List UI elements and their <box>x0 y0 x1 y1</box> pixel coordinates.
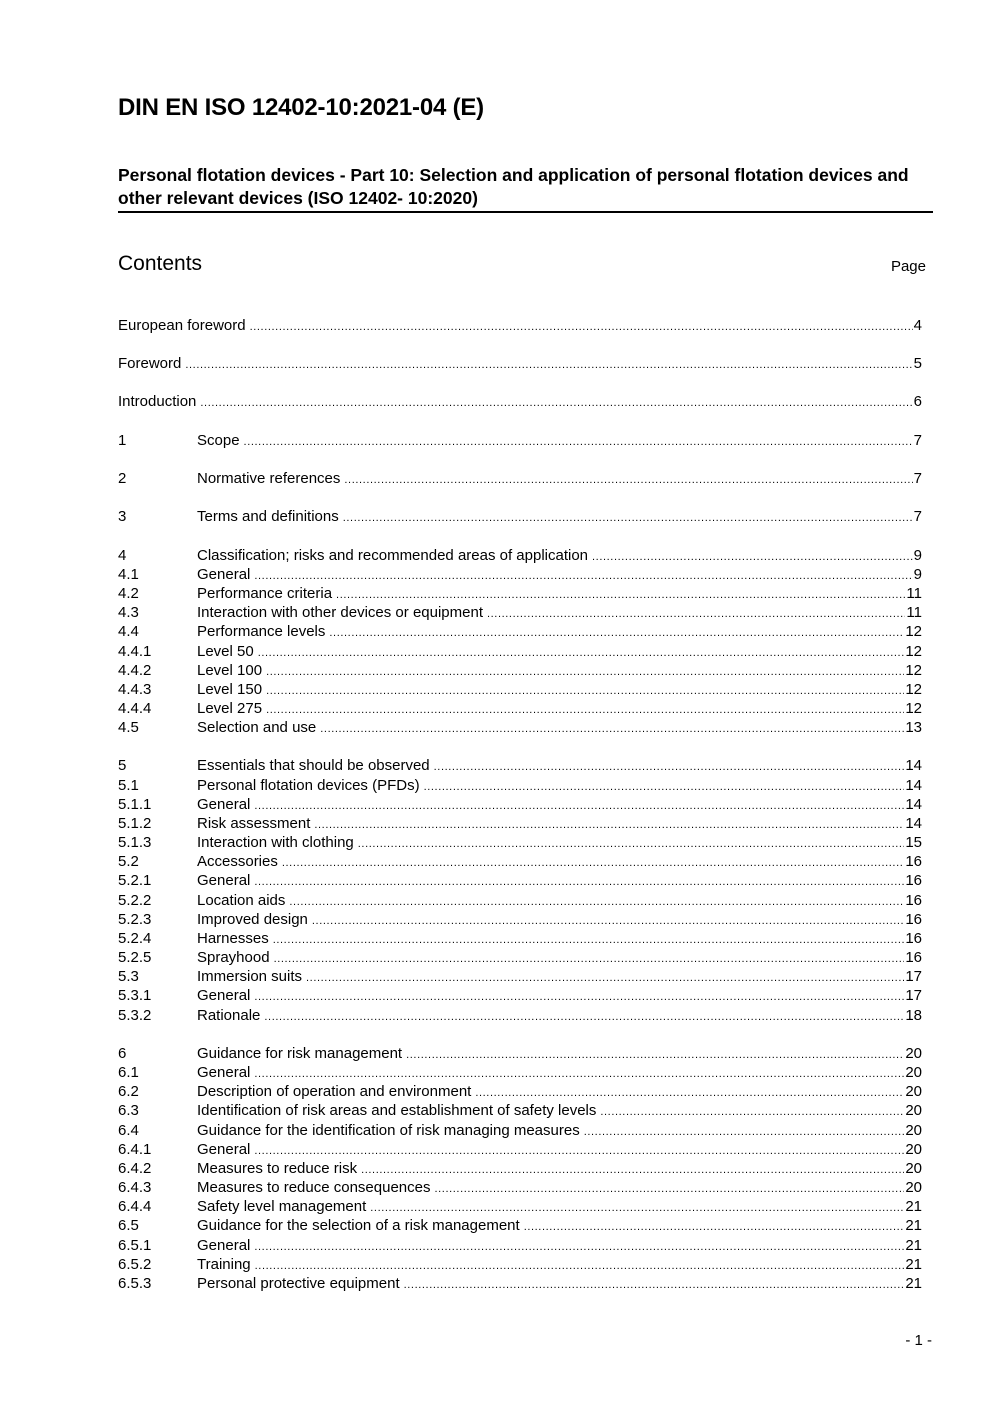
toc-dot-leader <box>274 950 905 967</box>
toc-dot-leader <box>254 988 904 1005</box>
toc-entry[interactable] <box>118 852 922 871</box>
toc-entry-page: 20 <box>905 1141 922 1158</box>
toc-dot-leader <box>358 835 905 852</box>
toc-dot-leader <box>434 1180 904 1197</box>
page-column-heading: Page <box>890 258 926 275</box>
toc-entry-number: 4 <box>118 547 127 564</box>
toc-entry[interactable] <box>118 1255 922 1274</box>
toc-entry[interactable] <box>118 871 922 890</box>
toc-entry-title[interactable]: Guidance for the identification of risk managing measures <box>197 1122 580 1139</box>
toc-entry-title[interactable]: General <box>197 1237 251 1254</box>
toc-entry-page: 17 <box>905 987 922 1004</box>
toc-entry-number: 5.1.3 <box>118 834 152 851</box>
toc-entry[interactable] <box>118 431 922 450</box>
toc-entry-title[interactable]: General <box>197 872 251 889</box>
toc-entry-number: 4.4 <box>118 623 139 640</box>
toc-dot-leader <box>600 1103 904 1120</box>
toc-entry-number: 5.2.2 <box>118 892 152 909</box>
toc-entry-number: 2 <box>118 470 127 487</box>
toc-entry-title[interactable]: Location aids <box>197 892 286 909</box>
toc-entry-title[interactable]: General <box>197 1064 251 1081</box>
toc-entry-page: 7 <box>913 508 922 525</box>
toc-entry-title[interactable]: Foreword <box>118 355 182 372</box>
toc-dot-leader <box>282 854 904 871</box>
toc-entry-number: 6.1 <box>118 1064 139 1081</box>
toc-entry-number: 5.3.2 <box>118 1007 152 1024</box>
toc-entry[interactable] <box>118 910 922 929</box>
toc-entry[interactable] <box>118 622 922 641</box>
toc-entry-page: 12 <box>905 662 922 679</box>
toc-entry[interactable] <box>118 1063 922 1082</box>
toc-dot-leader <box>434 758 905 775</box>
toc-entry-page: 20 <box>905 1160 922 1177</box>
toc-entry-title[interactable]: Accessories <box>197 853 278 870</box>
toc-entry-page: 12 <box>905 643 922 660</box>
toc-dot-leader <box>254 1238 904 1255</box>
toc-entry[interactable] <box>118 1121 922 1140</box>
toc-entry-number: 5.3 <box>118 968 139 985</box>
toc-dot-leader <box>254 567 912 584</box>
toc-entry-number: 6.5 <box>118 1217 139 1234</box>
toc-dot-leader <box>361 1161 904 1178</box>
toc-entry-page: 9 <box>913 547 922 564</box>
toc-entry-title[interactable]: General <box>197 987 251 1004</box>
toc-dot-leader <box>266 682 904 699</box>
toc-entry-title[interactable]: Risk assessment <box>197 815 311 832</box>
toc-entry-page: 7 <box>913 470 922 487</box>
toc-entry-number: 5.2.5 <box>118 949 152 966</box>
toc-entry-page: 13 <box>905 719 922 736</box>
toc-entry-title[interactable]: Interaction with clothing <box>197 834 354 851</box>
toc-entry[interactable] <box>118 1216 922 1235</box>
toc-entry[interactable] <box>118 354 922 373</box>
toc-dot-leader <box>370 1199 904 1216</box>
toc-dot-leader <box>584 1123 905 1140</box>
toc-dot-leader <box>343 509 913 526</box>
toc-entry-title[interactable]: Rationale <box>197 1007 261 1024</box>
toc-entry[interactable] <box>118 469 922 488</box>
toc-entry-title[interactable]: Introduction <box>118 393 197 410</box>
toc-entry-page: 20 <box>905 1064 922 1081</box>
toc-dot-leader <box>312 912 904 929</box>
toc-entry-number: 3 <box>118 508 127 525</box>
toc-entry-page: 16 <box>905 853 922 870</box>
toc-entry[interactable] <box>118 776 922 795</box>
toc-entry-title[interactable]: Sprayhood <box>197 949 270 966</box>
toc-entry-number: 5.3.1 <box>118 987 152 1004</box>
toc-entry-title[interactable]: Measures to reduce consequences <box>197 1179 431 1196</box>
toc-entry-title[interactable]: Level 100 <box>197 662 263 679</box>
contents-heading: Contents <box>118 252 203 275</box>
toc-entry[interactable] <box>118 507 922 526</box>
toc-dot-leader <box>289 893 904 910</box>
toc-entry[interactable] <box>118 1101 922 1120</box>
toc-entry-number: 5.2.4 <box>118 930 152 947</box>
toc-entry-page: 16 <box>905 930 922 947</box>
toc-entry[interactable] <box>118 1044 922 1063</box>
toc-dot-leader <box>487 605 905 622</box>
toc-entry-number: 4.2 <box>118 585 139 602</box>
toc-dot-leader <box>255 1257 905 1274</box>
toc-entry-number: 4.4.4 <box>118 700 152 717</box>
toc-entry-number: 5.1.1 <box>118 796 152 813</box>
toc-entry-page: 21 <box>905 1237 922 1254</box>
toc-entry-title[interactable]: Level 50 <box>197 643 254 660</box>
toc-entry-page: 14 <box>905 757 922 774</box>
toc-entry[interactable] <box>118 929 922 948</box>
toc-entry-number: 4.4.2 <box>118 662 152 679</box>
toc-entry-page: 11 <box>906 585 922 602</box>
toc-entry-page: 21 <box>905 1198 922 1215</box>
toc-entry-title[interactable]: Harnesses <box>197 930 269 947</box>
toc-entry-page: 16 <box>905 872 922 889</box>
toc-entry[interactable] <box>118 584 922 603</box>
toc-entry-title[interactable]: Safety level management <box>197 1198 367 1215</box>
toc-entry[interactable] <box>118 1082 922 1101</box>
toc-dot-leader <box>329 624 904 641</box>
toc-entry-page: 11 <box>906 604 922 621</box>
toc-entry[interactable] <box>118 546 922 565</box>
toc-entry-number: 6.3 <box>118 1102 139 1119</box>
toc-entry[interactable] <box>118 1140 922 1159</box>
toc-entry-number: 5.2.3 <box>118 911 152 928</box>
toc-entry[interactable] <box>118 699 922 718</box>
toc-dot-leader <box>320 720 904 737</box>
toc-entry-title[interactable]: Selection and use <box>197 719 317 736</box>
toc-entry-page: 7 <box>913 432 922 449</box>
toc-entry-title[interactable]: Measures to reduce risk <box>197 1160 358 1177</box>
toc-entry[interactable] <box>118 718 922 737</box>
toc-entry[interactable] <box>118 1236 922 1255</box>
document-subtitle: Personal flotation devices - Part 10: Selection and application of personal flotation devices and other relevant devices (ISO 12402- 10:2020) <box>118 164 933 213</box>
toc-entry-page: 20 <box>905 1045 922 1062</box>
toc-entry-number: 6.4.1 <box>118 1141 152 1158</box>
toc-entry-title[interactable]: Immersion suits <box>197 968 303 985</box>
toc-entry-title[interactable]: Description of operation and environment <box>197 1083 472 1100</box>
toc-entry[interactable] <box>118 1006 922 1025</box>
toc-entry[interactable] <box>118 1159 922 1178</box>
toc-entry-title[interactable]: Level 275 <box>197 700 263 717</box>
toc-entry-page: 12 <box>905 700 922 717</box>
toc-dot-leader <box>254 1065 904 1082</box>
toc-entry-number: 1 <box>118 432 127 449</box>
toc-entry-number: 5 <box>118 757 127 774</box>
toc-entry[interactable] <box>118 833 922 852</box>
toc-entry-title[interactable]: General <box>197 566 251 583</box>
toc-entry[interactable] <box>118 891 922 910</box>
toc-entry-number: 6 <box>118 1045 127 1062</box>
toc-dot-leader <box>592 548 913 565</box>
toc-entry-number: 4.1 <box>118 566 139 583</box>
toc-entry-number: 4.4.3 <box>118 681 152 698</box>
toc-dot-leader <box>306 969 904 986</box>
toc-dot-leader <box>273 931 905 948</box>
toc-entry-title[interactable]: Terms and definitions <box>197 508 339 525</box>
toc-entry-title[interactable]: Training <box>197 1256 251 1273</box>
toc-dot-leader <box>200 394 912 411</box>
toc-entry-number: 5.2 <box>118 853 139 870</box>
toc-entry-title[interactable]: Personal protective equipment <box>197 1275 400 1292</box>
toc-entry-title[interactable]: General <box>197 796 251 813</box>
toc-entry-title[interactable]: Identification of risk areas and establishment of safety levels <box>197 1102 597 1119</box>
toc-entry-title[interactable]: Guidance for risk management <box>197 1045 403 1062</box>
toc-entry-page: 20 <box>905 1179 922 1196</box>
toc-entry-page: 14 <box>905 796 922 813</box>
toc-entry-number: 6.5.3 <box>118 1275 152 1292</box>
footer-page-number: - 1 - <box>905 1332 932 1349</box>
toc-entry-number: 4.3 <box>118 604 139 621</box>
toc-entry-title[interactable]: General <box>197 1141 251 1158</box>
toc-entry[interactable] <box>118 565 922 584</box>
toc-entry-number: 5.1 <box>118 777 139 794</box>
toc-dot-leader <box>254 797 904 814</box>
toc-entry[interactable] <box>118 967 922 986</box>
toc-entry-page: 17 <box>905 968 922 985</box>
toc-entry-page: 16 <box>905 911 922 928</box>
toc-entry-page: 14 <box>905 815 922 832</box>
toc-entry-title[interactable]: Performance criteria <box>197 585 333 602</box>
toc-entry-title[interactable]: European foreword <box>118 317 246 334</box>
toc-entry-title[interactable]: Interaction with other devices or equipment <box>197 604 483 621</box>
toc-entry[interactable] <box>118 986 922 1005</box>
toc-dot-leader <box>314 816 904 833</box>
toc-entry-page: 21 <box>905 1275 922 1292</box>
toc-dot-leader <box>254 1142 904 1159</box>
toc-entry[interactable] <box>118 948 922 967</box>
toc-entry-page: 5 <box>913 355 922 372</box>
toc-dot-leader <box>404 1276 905 1293</box>
toc-entry-title[interactable]: Improved design <box>197 911 308 928</box>
toc-entry-number: 6.5.1 <box>118 1237 152 1254</box>
toc-entry-title[interactable]: Level 150 <box>197 681 263 698</box>
toc-entry[interactable] <box>118 1178 922 1197</box>
toc-entry-page: 15 <box>905 834 922 851</box>
toc-entry-number: 4.5 <box>118 719 139 736</box>
toc-entry-page: 4 <box>913 317 922 334</box>
toc-entry[interactable] <box>118 680 922 699</box>
toc-entry[interactable] <box>118 316 922 335</box>
toc-entry[interactable] <box>118 1197 922 1216</box>
toc-dot-leader <box>264 1008 904 1025</box>
toc-dot-leader <box>244 433 913 450</box>
toc-entry-page: 21 <box>905 1256 922 1273</box>
toc-dot-leader <box>266 663 904 680</box>
toc-entry-number: 6.4.4 <box>118 1198 152 1215</box>
toc-entry-page: 14 <box>905 777 922 794</box>
toc-entry-page: 16 <box>905 892 922 909</box>
toc-entry[interactable] <box>118 661 922 680</box>
toc-dot-leader <box>250 318 913 335</box>
toc-entry[interactable] <box>118 756 922 775</box>
toc-entry-number: 6.4.2 <box>118 1160 152 1177</box>
toc-entry-title[interactable]: Scope <box>197 432 240 449</box>
toc-entry-title[interactable]: Essentials that should be observed <box>197 757 430 774</box>
toc-dot-leader <box>475 1084 904 1101</box>
document-title: DIN EN ISO 12402-10:2021-04 (E) <box>118 94 484 121</box>
toc-dot-leader <box>406 1046 904 1063</box>
toc-entry-page: 20 <box>905 1122 922 1139</box>
toc-entry[interactable] <box>118 603 922 622</box>
toc-entry-number: 6.4 <box>118 1122 139 1139</box>
toc-entry-title[interactable]: Classification; risks and recommended areas of application <box>197 547 589 564</box>
toc-dot-leader <box>185 356 912 373</box>
toc-dot-leader <box>254 873 904 890</box>
toc-entry-number: 4.4.1 <box>118 643 152 660</box>
toc-entry-page: 20 <box>905 1083 922 1100</box>
toc-entry-title[interactable]: Personal flotation devices (PFDs) <box>197 777 420 794</box>
toc-dot-leader <box>258 644 905 661</box>
toc-dot-leader <box>336 586 905 603</box>
toc-entry-page: 20 <box>905 1102 922 1119</box>
toc-entry-page: 12 <box>905 623 922 640</box>
toc-entry-title[interactable]: Performance levels <box>197 623 326 640</box>
toc-entry[interactable] <box>118 392 922 411</box>
toc-entry-page: 6 <box>913 393 922 410</box>
toc-entry[interactable] <box>118 642 922 661</box>
toc-entry-number: 6.2 <box>118 1083 139 1100</box>
toc-entry-number: 5.1.2 <box>118 815 152 832</box>
toc-dot-leader <box>266 701 904 718</box>
toc-entry-number: 6.5.2 <box>118 1256 152 1273</box>
toc-entry-page: 21 <box>905 1217 922 1234</box>
toc-entry[interactable] <box>118 814 922 833</box>
toc-entry-page: 16 <box>905 949 922 966</box>
toc-entry-title[interactable]: Guidance for the selection of a risk management <box>197 1217 520 1234</box>
toc-entry[interactable] <box>118 795 922 814</box>
toc-dot-leader <box>524 1218 905 1235</box>
toc-entry-number: 6.4.3 <box>118 1179 152 1196</box>
toc-entry-page: 18 <box>905 1007 922 1024</box>
toc-entry-page: 9 <box>913 566 922 583</box>
toc-entry-page: 12 <box>905 681 922 698</box>
toc-dot-leader <box>424 778 905 795</box>
toc-entry-title[interactable]: Normative references <box>197 470 341 487</box>
toc-entry[interactable] <box>118 1274 922 1293</box>
toc-dot-leader <box>344 471 912 488</box>
toc-entry-number: 5.2.1 <box>118 872 152 889</box>
